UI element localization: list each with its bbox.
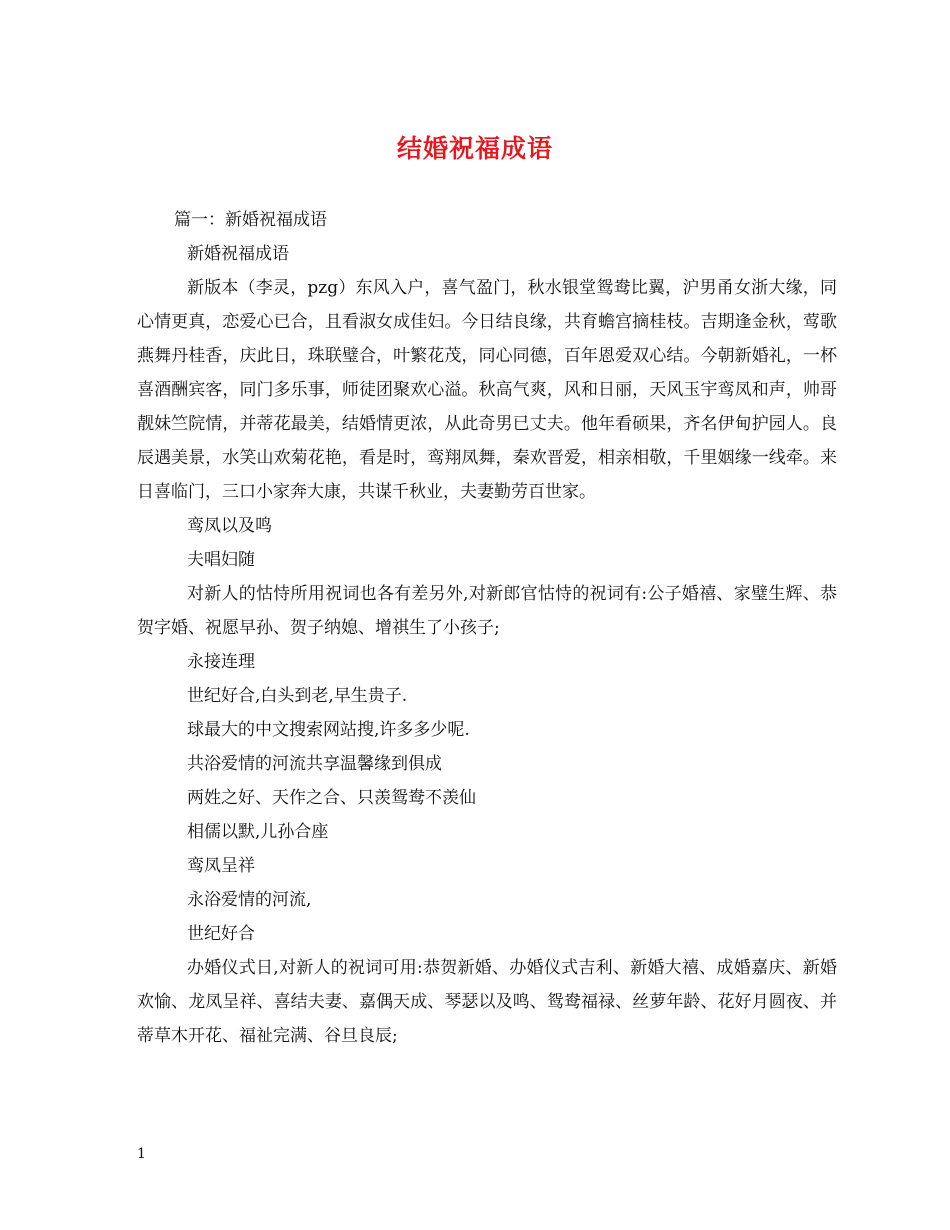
paragraph: 共浴爱情的河流共享温馨缘到俱成 xyxy=(187,754,442,774)
page-number: 1 xyxy=(137,1146,146,1162)
paragraph: 世纪好合,白头到老,早生贵子. xyxy=(187,686,408,706)
paragraph: 夫唱妇随 xyxy=(187,550,255,570)
paragraph: 办婚仪式日,对新人的祝词可用:恭贺新婚、办婚仪式吉利、新婚大禧、成婚嘉庆、新婚欢愉、龙凤呈祥、喜结夫妻、嘉偶天成、琴瑟以及鸣、鸳鸯福禄、丝萝年龄、花好月圆夜、并蒂草木开花、福祉完满、谷旦良辰; xyxy=(137,958,837,1046)
paragraph: 新婚祝福成语 xyxy=(187,244,289,264)
document-title: 结婚祝福成语 xyxy=(396,134,553,163)
document-body xyxy=(137,203,837,1053)
section-heading: 篇一：新婚祝福成语 xyxy=(174,210,327,230)
paragraph: 鸾凤以及鸣 xyxy=(187,516,272,536)
paragraph: 对新人的怙恃所用祝词也各有差另外,对新郎官怙恃的祝词有:公子婚禧、家璧生辉、恭贺字婚、祝愿早孙、贺子纳媳、增祺生了小孩子; xyxy=(137,584,837,638)
paragraph: 永浴爱情的河流, xyxy=(187,890,312,910)
paragraph: 两姓之好、天作之合、只羡鸳鸯不羡仙 xyxy=(187,788,476,808)
paragraph: 新版本（李灵，pzg）东风入户，喜气盈门，秋水银堂鸳鸯比翼，沪男甬女浙大缘，同心情更真，恋爱心已合，且看淑女成佳妇。今日结良缘，共育蟾宫摘桂枝。吉期逢金秋，莺歌燕舞丹桂香，庆此日，珠联璧合，叶繁花茂，同心同德，百年恩爱双心结。今朝新婚礼，一杯喜酒酬宾客，同门多乐事，师徒团聚欢心溢。秋高气爽，风和日丽，天风玉宇鸾凤和声，帅哥靓妹竺院情，并蒂花最美，结婚情更浓，从此奇男已丈夫。他年看硕果，齐名伊甸护园人。良辰遇美景，水笑山欢菊花艳，看是时，鸾翔凤舞，秦欢晋爱，相亲相敬，千里姻缘一线牵。来日喜临门，三口小家奔大康，共谋千秋业，夫妻勤劳百世家。 xyxy=(137,278,837,502)
paragraph: 世纪好合 xyxy=(187,924,255,944)
paragraph: 球最大的中文搜索网站搜,许多多少呢. xyxy=(187,720,470,740)
paragraph: 永接连理 xyxy=(187,652,255,672)
paragraph: 相儒以默,儿孙合座 xyxy=(187,822,329,842)
paragraph: 鸾凤呈祥 xyxy=(187,856,255,876)
